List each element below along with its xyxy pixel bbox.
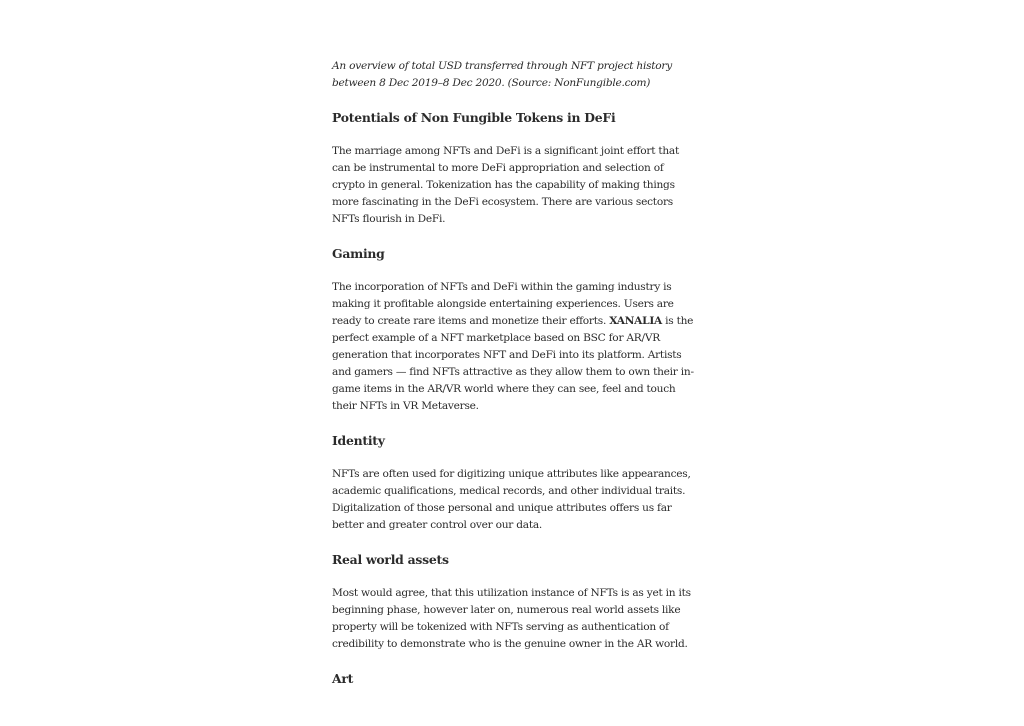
- section-heading-art: Art: [332, 671, 354, 686]
- xanalia-bold-text: XANALIA: [609, 315, 663, 327]
- section-paragraph-identity: NFTs are often used for digitizing unique attributes like appearances, academic qualifications, medical records, and other individual traits. Digitalization of those personal and unique attributes offers us far better and greater control over our data.: [332, 468, 691, 531]
- image-caption: An overview of total USD transferred through NFT project history between 8 Dec 2019–8 Dec 2020. (Source: NonFungible.com): [332, 60, 672, 89]
- section-heading-identity: Identity: [332, 433, 385, 448]
- article-body: [332, 58, 696, 704]
- section-heading-potentials: Potentials of Non Fungible Tokens in DeFi: [332, 110, 616, 125]
- section-paragraph-real-world-assets: Most would agree, that this utilization instance of NFTs is as yet in its beginning phase, however later on, numerous real world assets like property will be tokenized with NFTs serving as authentication of credibility to demonstrate who is the genuine owner in the AR world.: [332, 587, 691, 650]
- gaming-text-before: The incorporation of NFTs and DeFi within the gaming industry is making it profitable alongside entertaining experiences. Users are ready to create rare items and monetize their efforts.: [332, 281, 674, 327]
- section-paragraph-gaming: [332, 279, 696, 415]
- gaming-text-after: is the perfect example of a NFT marketplace based on BSC for AR/VR generation that incorporates NFT and DeFi into its platform. Artists and gamers — find NFTs attractive as they allow them to own their in-game items in the AR/VR world where they can see, feel and touch their NFTs in VR Metaverse.: [332, 315, 694, 412]
- section-paragraph-potentials: The marriage among NFTs and DeFi is a significant joint effort that can be instrumental to more DeFi appropriation and selection of crypto in general. Tokenization has the capability of making things more fascinating in the DeFi ecosystem. There are various sectors NFTs flourish in DeFi.: [332, 145, 680, 225]
- section-heading-real-world-assets: Real world assets: [332, 552, 449, 567]
- section-heading-gaming: Gaming: [332, 246, 385, 261]
